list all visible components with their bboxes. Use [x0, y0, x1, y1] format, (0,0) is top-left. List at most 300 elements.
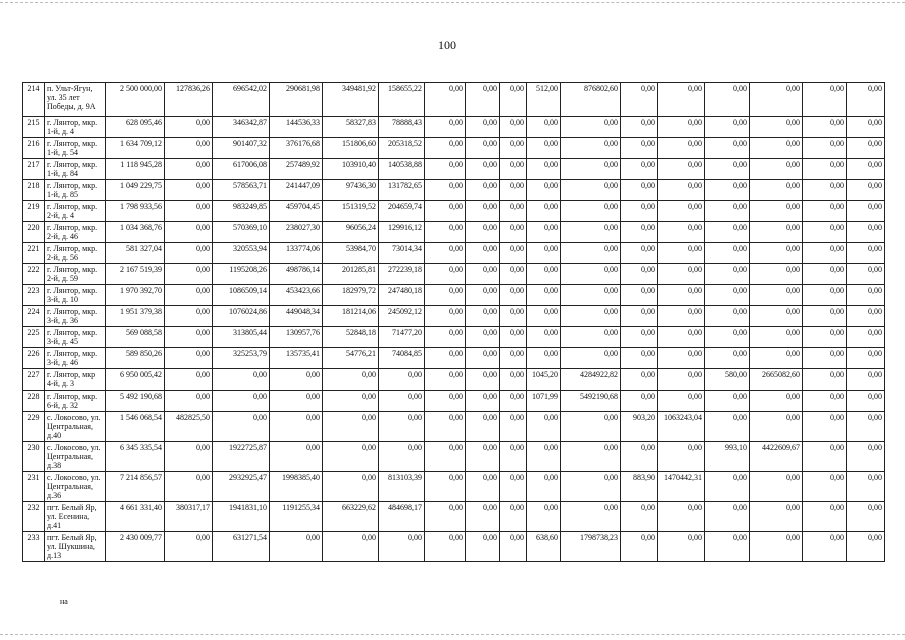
amount-cell: 0,00 — [466, 327, 500, 348]
amount-cell: 2932925,47 — [213, 472, 270, 502]
amount-cell: 0,00 — [847, 306, 885, 327]
amount-cell: 0,00 — [803, 532, 847, 562]
amount-cell: 0,00 — [561, 502, 621, 532]
amount-cell: 0,00 — [466, 412, 500, 442]
amount-cell: 1 951 379,38 — [106, 306, 165, 327]
amount-cell: 0,00 — [621, 222, 658, 243]
amount-cell: 0,00 — [803, 264, 847, 285]
row-number-cell: 233 — [23, 532, 45, 562]
amount-cell: 0,00 — [750, 117, 803, 138]
amount-cell: 0,00 — [847, 285, 885, 306]
amount-cell: 1941831,10 — [213, 502, 270, 532]
row-number-cell: 216 — [23, 138, 45, 159]
amount-cell: 0,00 — [621, 83, 658, 117]
amount-cell: 0,00 — [466, 243, 500, 264]
row-number-cell: 214 — [23, 83, 45, 117]
amount-cell: 0,00 — [425, 348, 466, 369]
amount-cell: 0,00 — [425, 222, 466, 243]
amount-cell: 484698,17 — [379, 502, 425, 532]
amount-cell: 0,00 — [803, 502, 847, 532]
amount-cell: 129916,12 — [379, 222, 425, 243]
amount-cell: 0,00 — [425, 502, 466, 532]
table-row — [23, 243, 885, 264]
amount-cell: 0,00 — [803, 138, 847, 159]
amount-cell: 0,00 — [621, 502, 658, 532]
amount-cell: 0,00 — [750, 285, 803, 306]
amount-cell: 0,00 — [621, 306, 658, 327]
amount-cell: 459704,45 — [270, 201, 323, 222]
amount-cell: 0,00 — [705, 117, 750, 138]
address-cell: пгт. Белый Яр, ул. Шукшина, д.13 — [45, 532, 106, 562]
amount-cell: 0,00 — [527, 243, 561, 264]
amount-cell: 0,00 — [425, 412, 466, 442]
amount-cell: 0,00 — [527, 348, 561, 369]
amount-cell: 0,00 — [705, 412, 750, 442]
amount-cell: 181214,06 — [323, 306, 379, 327]
amount-cell: 0,00 — [527, 222, 561, 243]
amount-cell: 0,00 — [425, 243, 466, 264]
table-row — [23, 306, 885, 327]
amount-cell: 0,00 — [561, 285, 621, 306]
amount-cell: 0,00 — [466, 222, 500, 243]
row-number-cell: 224 — [23, 306, 45, 327]
amount-cell: 140538,88 — [379, 159, 425, 180]
amount-cell: 0,00 — [750, 532, 803, 562]
amount-cell: 0,00 — [425, 159, 466, 180]
amount-cell: 569 088,58 — [106, 327, 165, 348]
amount-cell: 0,00 — [165, 306, 213, 327]
amount-cell: 380317,17 — [165, 502, 213, 532]
amount-cell: 0,00 — [527, 285, 561, 306]
amount-cell: 0,00 — [847, 412, 885, 442]
table-row — [23, 159, 885, 180]
amount-cell: 0,00 — [466, 502, 500, 532]
amount-cell: 0,00 — [705, 502, 750, 532]
amount-cell: 0,00 — [500, 243, 527, 264]
amount-cell: 0,00 — [750, 159, 803, 180]
amount-cell: 0,00 — [847, 83, 885, 117]
amount-cell: 204659,74 — [379, 201, 425, 222]
amount-cell: 0,00 — [466, 117, 500, 138]
amount-cell: 0,00 — [323, 532, 379, 562]
amount-cell: 247480,18 — [379, 285, 425, 306]
table-row — [23, 201, 885, 222]
amount-cell: 0,00 — [658, 502, 705, 532]
amount-cell: 0,00 — [165, 180, 213, 201]
amount-cell: 0,00 — [847, 159, 885, 180]
amount-cell: 1063243,04 — [658, 412, 705, 442]
amount-cell: 0,00 — [750, 83, 803, 117]
amount-cell: 2 167 519,39 — [106, 264, 165, 285]
amount-cell: 0,00 — [847, 391, 885, 412]
amount-cell: 0,00 — [621, 442, 658, 472]
amount-cell: 1195208,26 — [213, 264, 270, 285]
top-scan-edge — [0, 2, 905, 3]
amount-cell: 53984,70 — [323, 243, 379, 264]
amount-cell: 0,00 — [425, 442, 466, 472]
amount-cell: 0,00 — [750, 180, 803, 201]
address-cell: с. Локосово, ул. Центральная, д.36 — [45, 472, 106, 502]
footer-note: на — [60, 597, 68, 606]
amount-cell: 0,00 — [165, 472, 213, 502]
amount-cell: 0,00 — [425, 327, 466, 348]
amount-cell: 0,00 — [705, 472, 750, 502]
amount-cell: 631271,54 — [213, 532, 270, 562]
amount-cell: 0,00 — [270, 391, 323, 412]
amount-cell: 205318,52 — [379, 138, 425, 159]
amount-cell: 638,60 — [527, 532, 561, 562]
amount-cell: 52848,18 — [323, 327, 379, 348]
address-cell: с. Локосово, ул. Центральная, д.40 — [45, 412, 106, 442]
amount-cell: 0,00 — [165, 391, 213, 412]
amount-cell: 0,00 — [621, 159, 658, 180]
amount-cell: 1191255,34 — [270, 502, 323, 532]
amount-cell: 0,00 — [561, 222, 621, 243]
amount-cell: 876802,60 — [561, 83, 621, 117]
amount-cell: 628 095,46 — [106, 117, 165, 138]
amount-cell: 0,00 — [165, 117, 213, 138]
amount-cell: 0,00 — [621, 117, 658, 138]
amount-cell: 0,00 — [621, 243, 658, 264]
amount-cell: 0,00 — [847, 327, 885, 348]
amount-cell: 0,00 — [847, 180, 885, 201]
amount-cell: 0,00 — [500, 83, 527, 117]
amount-cell: 883,90 — [621, 472, 658, 502]
amount-cell: 0,00 — [466, 369, 500, 391]
amount-cell: 449048,34 — [270, 306, 323, 327]
amount-cell: 0,00 — [803, 369, 847, 391]
amount-cell: 0,00 — [803, 117, 847, 138]
amount-cell: 201285,81 — [323, 264, 379, 285]
amount-cell: 1 970 392,70 — [106, 285, 165, 306]
amount-cell: 0,00 — [803, 243, 847, 264]
amount-cell: 0,00 — [165, 532, 213, 562]
table-row — [23, 348, 885, 369]
amount-cell: 0,00 — [425, 201, 466, 222]
amount-cell: 1 634 709,12 — [106, 138, 165, 159]
page-number: 100 — [438, 38, 456, 52]
amount-cell: 993,10 — [705, 442, 750, 472]
amount-cell: 0,00 — [527, 442, 561, 472]
row-number-cell: 230 — [23, 442, 45, 472]
amount-cell: 0,00 — [165, 369, 213, 391]
amount-cell: 0,00 — [621, 369, 658, 391]
amount-cell: 0,00 — [500, 412, 527, 442]
amount-cell: 0,00 — [527, 117, 561, 138]
amount-cell: 0,00 — [750, 243, 803, 264]
amount-cell: 0,00 — [466, 138, 500, 159]
amount-cell: 0,00 — [621, 201, 658, 222]
amount-cell: 103910,40 — [323, 159, 379, 180]
amount-cell: 0,00 — [847, 502, 885, 532]
data-table — [22, 82, 885, 562]
amount-cell: 1086509,14 — [213, 285, 270, 306]
amount-cell: 0,00 — [705, 222, 750, 243]
amount-cell: 0,00 — [500, 201, 527, 222]
row-number-cell: 227 — [23, 369, 45, 391]
amount-cell: 0,00 — [500, 264, 527, 285]
amount-cell: 0,00 — [561, 348, 621, 369]
amount-cell: 0,00 — [705, 243, 750, 264]
amount-cell: 0,00 — [213, 412, 270, 442]
row-number-cell: 222 — [23, 264, 45, 285]
amount-cell: 0,00 — [658, 285, 705, 306]
amount-cell: 0,00 — [658, 532, 705, 562]
amount-cell: 0,00 — [500, 327, 527, 348]
amount-cell: 0,00 — [561, 327, 621, 348]
amount-cell: 0,00 — [750, 264, 803, 285]
address-cell: г. Лянтор, мкр 4-й, д. 3 — [45, 369, 106, 391]
amount-cell: 0,00 — [425, 369, 466, 391]
table-row — [23, 532, 885, 562]
amount-cell: 0,00 — [658, 348, 705, 369]
amount-cell: 144536,33 — [270, 117, 323, 138]
amount-cell: 0,00 — [847, 264, 885, 285]
amount-cell: 0,00 — [500, 159, 527, 180]
amount-cell: 0,00 — [270, 442, 323, 472]
amount-cell: 0,00 — [379, 412, 425, 442]
amount-cell: 0,00 — [270, 532, 323, 562]
amount-cell: 578563,71 — [213, 180, 270, 201]
amount-cell: 0,00 — [658, 180, 705, 201]
amount-cell: 0,00 — [803, 442, 847, 472]
row-number-cell: 226 — [23, 348, 45, 369]
amount-cell: 0,00 — [621, 264, 658, 285]
amount-cell: 0,00 — [425, 117, 466, 138]
amount-cell: 0,00 — [803, 285, 847, 306]
address-cell: с. Локосово, ул. Центральная, д.38 — [45, 442, 106, 472]
amount-cell: 0,00 — [561, 201, 621, 222]
amount-cell: 0,00 — [500, 348, 527, 369]
amount-cell: 570369,10 — [213, 222, 270, 243]
amount-cell: 0,00 — [658, 243, 705, 264]
amount-cell: 0,00 — [621, 391, 658, 412]
amount-cell: 0,00 — [621, 327, 658, 348]
amount-cell: 0,00 — [803, 222, 847, 243]
amount-cell: 0,00 — [658, 391, 705, 412]
amount-cell: 0,00 — [847, 117, 885, 138]
table-row — [23, 180, 885, 201]
amount-cell: 272239,18 — [379, 264, 425, 285]
amount-cell: 320553,94 — [213, 243, 270, 264]
amount-cell: 58327,83 — [323, 117, 379, 138]
amount-cell: 1798738,23 — [561, 532, 621, 562]
amount-cell: 0,00 — [705, 83, 750, 117]
amount-cell: 512,00 — [527, 83, 561, 117]
amount-cell: 0,00 — [165, 285, 213, 306]
table-row — [23, 472, 885, 502]
address-cell: г. Лянтор, мкр. 3-й, д. 10 — [45, 285, 106, 306]
amount-cell: 238027,30 — [270, 222, 323, 243]
amount-cell: 0,00 — [621, 285, 658, 306]
amount-cell: 0,00 — [165, 138, 213, 159]
amount-cell: 0,00 — [803, 159, 847, 180]
amount-cell: 0,00 — [847, 442, 885, 472]
amount-cell: 0,00 — [803, 348, 847, 369]
amount-cell: 0,00 — [750, 327, 803, 348]
amount-cell: 0,00 — [165, 264, 213, 285]
row-number-cell: 221 — [23, 243, 45, 264]
address-cell: г. Лянтор, мкр. 6-й, д. 32 — [45, 391, 106, 412]
amount-cell: 0,00 — [500, 502, 527, 532]
amount-cell: 0,00 — [847, 472, 885, 502]
amount-cell: 0,00 — [213, 369, 270, 391]
amount-cell: 0,00 — [323, 442, 379, 472]
table-row — [23, 83, 885, 117]
amount-cell: 0,00 — [165, 243, 213, 264]
amount-cell: 0,00 — [425, 306, 466, 327]
amount-cell: 1470442,31 — [658, 472, 705, 502]
amount-cell: 0,00 — [379, 369, 425, 391]
amount-cell: 0,00 — [621, 138, 658, 159]
amount-cell: 376176,68 — [270, 138, 323, 159]
address-cell: г. Лянтор, мкр. 2-й, д. 56 — [45, 243, 106, 264]
amount-cell: 78888,43 — [379, 117, 425, 138]
amount-cell: 0,00 — [165, 442, 213, 472]
amount-cell: 0,00 — [803, 201, 847, 222]
amount-cell: 0,00 — [425, 391, 466, 412]
amount-cell: 0,00 — [750, 222, 803, 243]
amount-cell: 0,00 — [270, 369, 323, 391]
amount-cell: 0,00 — [466, 285, 500, 306]
amount-cell: 0,00 — [527, 264, 561, 285]
amount-cell: 0,00 — [561, 138, 621, 159]
amount-cell: 0,00 — [500, 472, 527, 502]
amount-cell: 135735,41 — [270, 348, 323, 369]
amount-cell: 0,00 — [527, 412, 561, 442]
amount-cell: 0,00 — [270, 412, 323, 442]
table-row — [23, 264, 885, 285]
amount-cell: 0,00 — [165, 159, 213, 180]
row-number-cell: 231 — [23, 472, 45, 502]
amount-cell: 0,00 — [750, 391, 803, 412]
amount-cell: 0,00 — [527, 306, 561, 327]
amount-cell: 0,00 — [527, 472, 561, 502]
address-cell: г. Лянтор, мкр. 1-й, д. 84 — [45, 159, 106, 180]
amount-cell: 617006,08 — [213, 159, 270, 180]
amount-cell: 0,00 — [500, 138, 527, 159]
amount-cell: 0,00 — [466, 201, 500, 222]
amount-cell: 5492190,68 — [561, 391, 621, 412]
amount-cell: 0,00 — [500, 532, 527, 562]
amount-cell: 0,00 — [658, 264, 705, 285]
table-row — [23, 412, 885, 442]
amount-cell: 0,00 — [379, 442, 425, 472]
amount-cell: 0,00 — [621, 532, 658, 562]
address-cell: г. Лянтор, мкр. 2-й, д. 46 — [45, 222, 106, 243]
amount-cell: 2 500 000,00 — [106, 83, 165, 117]
amount-cell: 0,00 — [323, 369, 379, 391]
table-row — [23, 285, 885, 306]
amount-cell: 0,00 — [466, 180, 500, 201]
table-row — [23, 138, 885, 159]
amount-cell: 0,00 — [705, 532, 750, 562]
amount-cell: 4284922,82 — [561, 369, 621, 391]
amount-cell: 0,00 — [847, 222, 885, 243]
address-cell: г. Лянтор, мкр. 3-й, д. 36 — [45, 306, 106, 327]
table-row — [23, 327, 885, 348]
amount-cell: 0,00 — [847, 348, 885, 369]
amount-cell: 580,00 — [705, 369, 750, 391]
amount-cell: 0,00 — [425, 180, 466, 201]
amount-cell: 257489,92 — [270, 159, 323, 180]
amount-cell: 0,00 — [425, 138, 466, 159]
amount-cell: 0,00 — [705, 391, 750, 412]
amount-cell: 0,00 — [803, 180, 847, 201]
amount-cell: 0,00 — [658, 83, 705, 117]
amount-cell: 0,00 — [847, 201, 885, 222]
amount-cell: 0,00 — [500, 285, 527, 306]
amount-cell: 0,00 — [803, 327, 847, 348]
amount-cell: 131782,65 — [379, 180, 425, 201]
amount-cell: 0,00 — [466, 348, 500, 369]
amount-cell: 0,00 — [803, 391, 847, 412]
amount-cell: 0,00 — [621, 348, 658, 369]
amount-cell: 133774,06 — [270, 243, 323, 264]
address-cell: г. Лянтор, мкр. 3-й, д. 45 — [45, 327, 106, 348]
amount-cell: 0,00 — [561, 472, 621, 502]
amount-cell: 1076024,86 — [213, 306, 270, 327]
amount-cell: 158655,22 — [379, 83, 425, 117]
amount-cell: 0,00 — [621, 180, 658, 201]
address-cell: г. Лянтор, мкр. 1-й, д. 85 — [45, 180, 106, 201]
amount-cell: 0,00 — [466, 472, 500, 502]
amount-cell: 4422609,67 — [750, 442, 803, 472]
amount-cell: 0,00 — [500, 391, 527, 412]
amount-cell: 7 214 856,57 — [106, 472, 165, 502]
amount-cell: 73014,34 — [379, 243, 425, 264]
amount-cell: 0,00 — [466, 306, 500, 327]
amount-cell: 0,00 — [658, 442, 705, 472]
amount-cell: 182979,72 — [323, 285, 379, 306]
amount-cell: 1 546 068,54 — [106, 412, 165, 442]
amount-cell: 0,00 — [658, 306, 705, 327]
amount-cell: 0,00 — [466, 391, 500, 412]
amount-cell: 0,00 — [561, 243, 621, 264]
amount-cell: 1 118 945,28 — [106, 159, 165, 180]
amount-cell: 0,00 — [527, 180, 561, 201]
amount-cell: 0,00 — [658, 138, 705, 159]
amount-cell: 0,00 — [705, 327, 750, 348]
amount-cell: 0,00 — [379, 391, 425, 412]
amount-cell: 0,00 — [425, 472, 466, 502]
row-number-cell: 219 — [23, 201, 45, 222]
amount-cell: 983249,85 — [213, 201, 270, 222]
amount-cell: 0,00 — [705, 348, 750, 369]
amount-cell: 0,00 — [750, 472, 803, 502]
amount-cell: 71477,20 — [379, 327, 425, 348]
amount-cell: 1 798 933,56 — [106, 201, 165, 222]
amount-cell: 0,00 — [561, 180, 621, 201]
amount-cell: 0,00 — [466, 264, 500, 285]
table-body — [23, 83, 885, 562]
amount-cell: 0,00 — [379, 532, 425, 562]
amount-cell: 241447,09 — [270, 180, 323, 201]
amount-cell: 0,00 — [803, 412, 847, 442]
amount-cell: 1998385,40 — [270, 472, 323, 502]
address-cell: г. Лянтор, мкр. 2-й, д. 59 — [45, 264, 106, 285]
amount-cell: 0,00 — [527, 327, 561, 348]
amount-cell: 0,00 — [750, 201, 803, 222]
row-number-cell: 228 — [23, 391, 45, 412]
amount-cell: 0,00 — [705, 201, 750, 222]
amount-cell: 0,00 — [847, 138, 885, 159]
amount-cell: 0,00 — [425, 264, 466, 285]
amount-cell: 0,00 — [561, 412, 621, 442]
amount-cell: 0,00 — [705, 264, 750, 285]
amount-cell: 290681,98 — [270, 83, 323, 117]
amount-cell: 0,00 — [561, 117, 621, 138]
